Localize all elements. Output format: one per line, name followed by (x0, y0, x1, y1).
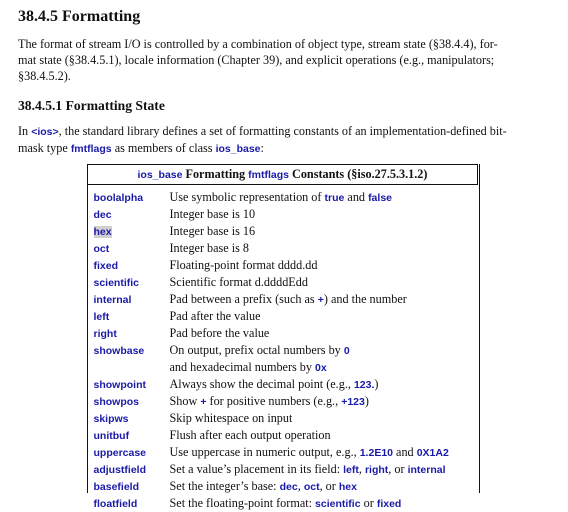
constant-description (166, 206, 478, 223)
constant-code: basefield (93, 481, 140, 493)
intro-line-2: mat state (§38.4.5.1), locale information (Chapter 39), and explicit operations (e.g., manipulators; (18, 53, 495, 67)
table-row-floatfield (88, 495, 478, 512)
constant-description (166, 342, 478, 376)
code-literal: 123. (353, 379, 375, 391)
table-row-internal (88, 291, 478, 308)
table-row-showpoint (88, 376, 478, 393)
table-row-uppercase (88, 444, 478, 461)
description-text: Set the integer’s base: (169, 479, 280, 493)
description-text: Use symbolic representation of (169, 190, 325, 204)
subsection-heading: 38.4.5.1 Formatting State (18, 98, 165, 113)
constant-name (88, 206, 166, 223)
constant-code: oct (93, 243, 110, 255)
ios-base-code: ios_base (215, 143, 261, 155)
constant-code: fixed (93, 260, 119, 272)
code-literal: +123 (341, 396, 365, 408)
table-row-adjustfield (88, 461, 478, 478)
constant-description (166, 325, 478, 342)
table-caption (88, 165, 478, 185)
description-text: Use uppercase in numeric output, e.g., (169, 445, 360, 459)
description-text: Pad after the value (169, 309, 261, 323)
constant-name (88, 444, 166, 461)
constant-name (88, 393, 166, 410)
constant-code: floatfield (93, 498, 138, 510)
description-text: Integer base is 8 (169, 241, 250, 255)
code-literal: + (317, 294, 324, 306)
description-text: Set the floating-point format: (169, 496, 316, 510)
constant-code: showpoint (93, 379, 146, 391)
caption-text: Constants (§iso.27.5.3.1.2) (288, 166, 428, 181)
constant-code: adjustfield (93, 464, 147, 476)
para2-line-1 (18, 123, 552, 140)
description-text: , or (388, 462, 408, 476)
constant-name (88, 308, 166, 325)
constant-code: right (93, 328, 117, 340)
description-text: Show (169, 394, 201, 408)
code-literal: 0x (315, 362, 327, 374)
constant-code: dec (93, 209, 112, 221)
para2-line-2 (18, 140, 552, 157)
fmtflags-code: fmtflags (70, 143, 112, 155)
text: , the standard library defines a set of formatting constants of an implementation-defined bit- (58, 124, 507, 138)
description-text: , (358, 462, 365, 476)
constant-name (88, 495, 166, 512)
table-row-left (88, 308, 478, 325)
constant-name (88, 342, 166, 376)
code-literal: dec (279, 481, 298, 493)
description-text: Integer base is 10 (169, 207, 256, 221)
constant-code: showbase (93, 345, 145, 357)
description-text: Skip whitespace on input (169, 411, 293, 425)
table-row-basefield (88, 478, 478, 495)
code-literal: 0 (343, 345, 350, 357)
intro-line-1: The format of stream I/O is controlled by a combination of object type, stream state (§38.4.4), for- (18, 37, 498, 51)
description-text: Scientific format d.ddddEdd (169, 275, 308, 289)
constant-description (166, 257, 478, 274)
constant-code: unitbuf (93, 430, 130, 442)
constant-name (88, 240, 166, 257)
code-literal: fixed (376, 498, 402, 510)
table-row-scientific (88, 274, 478, 291)
table-caption-row (88, 165, 478, 185)
description-text: Always show the decimal point (e.g., (169, 377, 354, 391)
description-text: and (344, 190, 369, 204)
caption-fmtflags: fmtflags (248, 168, 289, 181)
description-text: for positive numbers (e.g., (206, 394, 342, 408)
constant-code: internal (93, 294, 132, 306)
code-literal: false (368, 192, 392, 204)
description-text: Pad before the value (169, 326, 270, 340)
constant-name (88, 410, 166, 427)
text: : (260, 141, 264, 155)
description-text: Pad between a prefix (such as (169, 292, 318, 306)
code-literal: 0X1A2 (416, 447, 449, 459)
code-literal: true (324, 192, 345, 204)
constant-description (166, 291, 478, 308)
description-text: ) and the number (323, 292, 407, 306)
constant-description (166, 223, 478, 240)
description-text: Flush after each output operation (169, 428, 331, 442)
table-row-dec (88, 206, 478, 223)
description-text: and hexadecimal numbers by (169, 360, 316, 374)
description-text: Set a value’s placement in its field: (169, 462, 344, 476)
constant-description (166, 376, 478, 393)
constant-description (166, 393, 478, 410)
text: In (18, 124, 32, 138)
highlighted-constant: hex (93, 226, 112, 238)
constant-name (88, 325, 166, 342)
table-row-showpos (88, 393, 478, 410)
code-literal: internal (407, 464, 446, 476)
code-literal: hex (338, 481, 357, 493)
table-row-right (88, 325, 478, 342)
constant-description (166, 478, 478, 495)
code-literal: 1.2E10 (359, 447, 393, 459)
intro-line-3: §38.4.5.2). (18, 69, 71, 83)
description-text: ) (364, 394, 369, 408)
constant-description (166, 444, 478, 461)
constant-code: skipws (93, 413, 129, 425)
description-text: , or (319, 479, 339, 493)
table-row-boolalpha (88, 185, 478, 207)
constant-name (88, 427, 166, 444)
constant-code: left (93, 311, 110, 323)
code-literal: + (200, 396, 207, 408)
text: mask type (18, 141, 71, 155)
constant-code: scientific (93, 277, 140, 289)
formatting-state-paragraph (18, 123, 552, 157)
description-text: Integer base is 16 (169, 224, 256, 238)
table-row-hex (88, 223, 478, 240)
constant-description (166, 427, 478, 444)
code-literal: oct (303, 481, 320, 493)
table-row-unitbuf (88, 427, 478, 444)
constant-name (88, 478, 166, 495)
table-row-skipws (88, 410, 478, 427)
table-row-oct (88, 240, 478, 257)
constant-description (166, 410, 478, 427)
constant-name (88, 461, 166, 478)
constant-description (166, 495, 478, 512)
constant-name (88, 185, 166, 207)
constant-name (88, 223, 166, 240)
ios-header-code: <ios> (31, 126, 59, 138)
description-text: ) (374, 377, 379, 391)
constant-description (166, 185, 478, 207)
description-text: On output, prefix octal numbers by (169, 343, 344, 357)
constant-code: showpos (93, 396, 140, 408)
text: as members of class (111, 141, 216, 155)
caption-text: Formatting (182, 166, 249, 181)
table-row-fixed (88, 257, 478, 274)
constant-code: uppercase (93, 447, 147, 459)
constant-description (166, 308, 478, 325)
intro-paragraph (18, 36, 552, 84)
caption-ios-base: ios_base (137, 168, 183, 181)
constant-description (166, 274, 478, 291)
description-text: or (360, 496, 377, 510)
constant-name (88, 274, 166, 291)
description-text: Floating-point format dddd.dd (169, 258, 318, 272)
formatting-constants-table (87, 164, 478, 512)
description-text: , (297, 479, 304, 493)
constant-name (88, 376, 166, 393)
constant-name (88, 291, 166, 308)
section-heading: 38.4.5 Formatting (18, 8, 141, 25)
code-literal: left (343, 464, 359, 476)
description-text: and (393, 445, 417, 459)
table-row-showbase (88, 342, 478, 376)
constant-name (88, 257, 166, 274)
constant-code: boolalpha (93, 192, 144, 204)
constant-description (166, 461, 478, 478)
constant-description (166, 240, 478, 257)
code-literal: right (364, 464, 389, 476)
code-literal: scientific (315, 498, 361, 510)
